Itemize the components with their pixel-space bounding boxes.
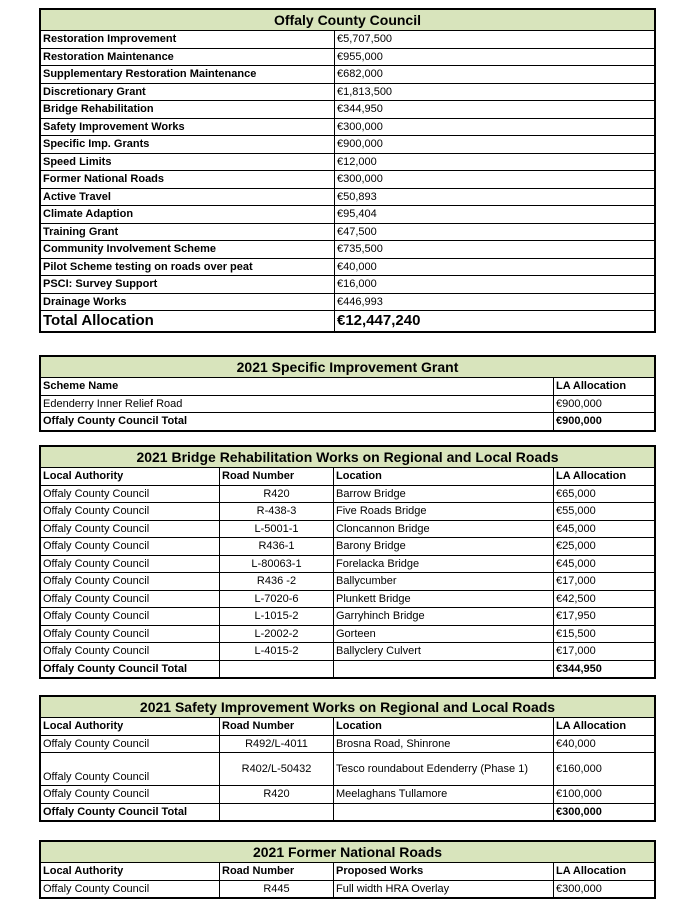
table-row [41,395,655,413]
row-value: €12,000 [335,153,655,171]
safety-title: 2021 Safety Improvement Works on Regional and Local Roads [41,697,655,718]
table-row [41,136,655,154]
table-row [41,293,655,311]
row-value: €1,813,500 [335,83,655,101]
table-row [41,153,655,171]
column-header: Location [334,718,554,736]
local-authority: Offaly County Council [41,753,220,786]
header-row [41,468,655,486]
specific-grant-table [40,356,655,431]
column-header: Location [334,468,554,486]
total-value: €12,447,240 [335,311,655,332]
scheme-name: Edenderry Inner Relief Road [41,395,554,413]
table-row [41,573,655,591]
specific-grant-title: 2021 Specific Improvement Grant [41,357,655,378]
row-value: €735,500 [335,241,655,259]
row-label: Bridge Rehabilitation [41,101,335,119]
total-value: €300,000 [554,803,655,821]
table-row [41,608,655,626]
road-number: L-2002-2 [220,625,334,643]
total-value: €344,950 [554,660,655,678]
table-row [41,188,655,206]
road-number: R402/L-50432 [220,753,334,786]
row-value: €95,404 [335,206,655,224]
allocation: €65,000 [554,485,655,503]
row-value: €344,950 [335,101,655,119]
location: Cloncannon Bridge [334,520,554,538]
table-row [41,625,655,643]
row-label: Specific Imp. Grants [41,136,335,154]
row-label: Former National Roads [41,171,335,189]
table-row [41,258,655,276]
row-value: €50,893 [335,188,655,206]
table-row [41,31,655,49]
row-label: Community Involvement Scheme [41,241,335,259]
allocation: €55,000 [554,503,655,521]
table-row [41,171,655,189]
total-row [41,311,655,332]
row-value: €900,000 [335,136,655,154]
location: Five Roads Bridge [334,503,554,521]
row-label: Climate Adaption [41,206,335,224]
column-header: Road Number [220,863,334,881]
allocation: €45,000 [554,520,655,538]
proposed-works: Full width HRA Overlay [334,880,554,898]
local-authority: Offaly County Council [41,643,220,661]
road-number: L-5001-1 [220,520,334,538]
road-number: L-7020-6 [220,590,334,608]
former-national-title: 2021 Former National Roads [41,842,655,863]
row-label: Speed Limits [41,153,335,171]
summary-title: Offaly County Council [41,10,655,31]
header-row [41,863,655,881]
local-authority: Offaly County Council [41,520,220,538]
table-row [41,786,655,804]
row-value: €47,500 [335,223,655,241]
table-row [41,101,655,119]
table-row [41,206,655,224]
safety-table [40,696,655,821]
location: Garryhinch Bridge [334,608,554,626]
location: Meelaghans Tullamore [334,786,554,804]
table-row [41,735,655,753]
table-row [41,520,655,538]
row-label: Active Travel [41,188,335,206]
column-header: LA Allocation [554,718,655,736]
total-label: Total Allocation [41,311,335,332]
column-header: Road Number [220,468,334,486]
row-value: €40,000 [335,258,655,276]
table-row [41,880,655,898]
column-header: LA Allocation [554,378,655,396]
road-number: R436 -2 [220,573,334,591]
column-header: Local Authority [41,718,220,736]
local-authority: Offaly County Council [41,625,220,643]
road-number: L-80063-1 [220,555,334,573]
table-row [41,223,655,241]
location: Ballycumber [334,573,554,591]
local-authority: Offaly County Council [41,555,220,573]
local-authority: Offaly County Council [41,538,220,556]
column-header: Proposed Works [334,863,554,881]
row-label: Supplementary Restoration Maintenance [41,66,335,84]
road-number: R-438-3 [220,503,334,521]
table-row [41,643,655,661]
column-header: Local Authority [41,468,220,486]
former-national-table [40,841,655,898]
row-value: €5,707,500 [335,31,655,49]
road-number: R445 [220,880,334,898]
allocation: €100,000 [554,786,655,804]
road-number: R420 [220,786,334,804]
row-label: Discretionary Grant [41,83,335,101]
location: Plunkett Bridge [334,590,554,608]
row-value: €446,993 [335,293,655,311]
local-authority: Offaly County Council [41,880,220,898]
table-row [41,503,655,521]
header-row [41,718,655,736]
location: Gorteen [334,625,554,643]
total-label: Offaly County Council Total [41,660,220,678]
allocation: €45,000 [554,555,655,573]
road-number: R420 [220,485,334,503]
road-number: L-4015-2 [220,643,334,661]
total-row [41,413,655,431]
table-row [41,590,655,608]
row-label: Pilot Scheme testing on roads over peat [41,258,335,276]
column-header: LA Allocation [554,863,655,881]
column-header: Scheme Name [41,378,554,396]
table-row [41,555,655,573]
location: Forelacka Bridge [334,555,554,573]
summary-table [40,9,655,332]
table-row [41,241,655,259]
allocation: €900,000 [554,395,655,413]
table-row [41,538,655,556]
location: Barony Bridge [334,538,554,556]
total-label: Offaly County Council Total [41,413,554,431]
allocation: €17,950 [554,608,655,626]
row-value: €300,000 [335,171,655,189]
row-label: PSCI: Survey Support [41,276,335,294]
road-number: R492/L-4011 [220,735,334,753]
total-label: Offaly County Council Total [41,803,220,821]
table-row [41,118,655,136]
table-row [41,485,655,503]
row-value: €16,000 [335,276,655,294]
allocation: €17,000 [554,573,655,591]
local-authority: Offaly County Council [41,590,220,608]
row-label: Restoration Improvement [41,31,335,49]
table-row [41,66,655,84]
row-label: Drainage Works [41,293,335,311]
table-row [41,753,655,786]
bridge-table [40,446,655,678]
location: Brosna Road, Shinrone [334,735,554,753]
location: Barrow Bridge [334,485,554,503]
bridge-title: 2021 Bridge Rehabilitation Works on Regional and Local Roads [41,447,655,468]
local-authority: Offaly County Council [41,485,220,503]
local-authority: Offaly County Council [41,503,220,521]
row-label: Restoration Maintenance [41,48,335,66]
road-number: L-1015-2 [220,608,334,626]
allocation: €17,000 [554,643,655,661]
local-authority: Offaly County Council [41,573,220,591]
location: Ballyclery Culvert [334,643,554,661]
column-header: Road Number [220,718,334,736]
allocation: €40,000 [554,735,655,753]
row-value: €682,000 [335,66,655,84]
local-authority: Offaly County Council [41,786,220,804]
allocation: €42,500 [554,590,655,608]
allocation: €15,500 [554,625,655,643]
total-row [41,660,655,678]
table-row [41,83,655,101]
local-authority: Offaly County Council [41,735,220,753]
row-value: €300,000 [335,118,655,136]
row-label: Safety Improvement Works [41,118,335,136]
table-row [41,276,655,294]
table-row [41,48,655,66]
allocation: €25,000 [554,538,655,556]
allocation: €160,000 [554,753,655,786]
header-row [41,378,655,396]
column-header: LA Allocation [554,468,655,486]
column-header: Local Authority [41,863,220,881]
row-label: Training Grant [41,223,335,241]
local-authority: Offaly County Council [41,608,220,626]
row-value: €955,000 [335,48,655,66]
allocation: €300,000 [554,880,655,898]
road-number: R436-1 [220,538,334,556]
location: Tesco roundabout Edenderry (Phase 1) [334,753,554,786]
total-value: €900,000 [554,413,655,431]
total-row [41,803,655,821]
